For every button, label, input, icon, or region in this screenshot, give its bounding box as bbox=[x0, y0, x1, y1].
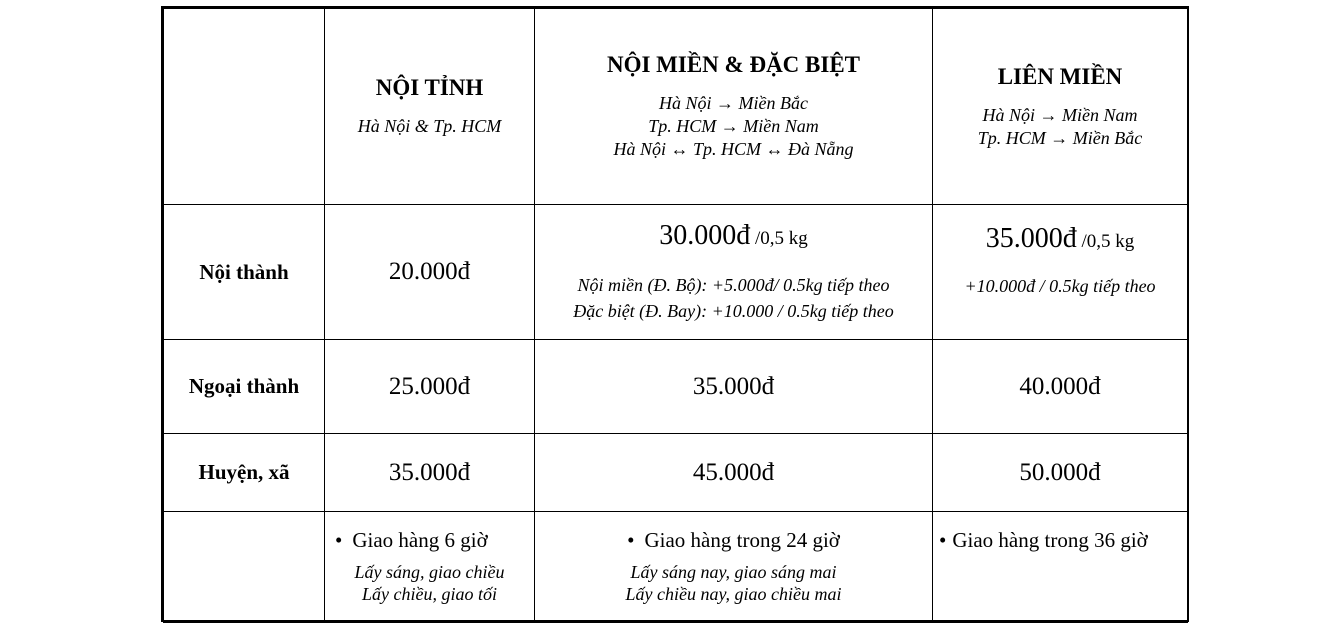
note-inner-interregional: +10.000đ / 0.5kg tiếp theo bbox=[964, 276, 1156, 296]
delivery-regional-main: Giao hàng trong 24 giờ bbox=[644, 528, 840, 552]
delivery-regional-note-1: Lấy sáng nay, giao sáng mai bbox=[630, 562, 837, 582]
col-subtitle-local-1: Hà Nội & Tp. HCM bbox=[357, 116, 502, 136]
cell-delivery-local bbox=[325, 512, 535, 623]
price-inner-local: 20.000đ bbox=[325, 205, 535, 340]
note-inner-regional-2: Đặc biệt (Đ. Bay): +10.000 / 0.5kg tiếp theo bbox=[573, 301, 894, 321]
col-subtitle-regional-3: Hà Nội ↔ Tp. HCM ↔ Đà Nẵng bbox=[613, 139, 854, 159]
shipping-rate-table bbox=[163, 8, 1188, 623]
unit-inner-regional: /0,5 kg bbox=[750, 228, 808, 249]
row-label-delivery bbox=[164, 512, 325, 623]
delivery-local-note-1: Lấy sáng, giao chiều bbox=[354, 562, 505, 582]
row-label-inner-city: Nội thành bbox=[164, 205, 325, 340]
price-inner-interregional: 35.000đ bbox=[985, 223, 1077, 254]
table-row-inner-city bbox=[164, 205, 1188, 340]
table-row-delivery-time bbox=[164, 512, 1188, 623]
col-title-local: NỘI TỈNH bbox=[375, 75, 484, 100]
corner-cell bbox=[164, 9, 325, 205]
col-title-interregional: LIÊN MIỀN bbox=[997, 63, 1123, 89]
price-outer-regional: 35.000đ bbox=[535, 340, 933, 434]
col-header-local bbox=[325, 9, 535, 205]
table-row-district bbox=[164, 434, 1188, 512]
bullet-icon: • bbox=[627, 528, 635, 552]
table-row-outer-city bbox=[164, 340, 1188, 434]
header-row bbox=[164, 9, 1188, 205]
col-subtitle-regional-1: Hà Nội → Miền Bắc bbox=[659, 93, 808, 113]
col-title-regional: NỘI MIỀN & ĐẶC BIỆT bbox=[606, 52, 861, 77]
delivery-local-main: Giao hàng 6 giờ bbox=[352, 528, 488, 552]
col-subtitle-interregional-2: Tp. HCM → Miền Bắc bbox=[977, 127, 1143, 148]
row-label-outer-city: Ngoại thành bbox=[164, 340, 325, 434]
col-header-interregional bbox=[933, 9, 1188, 205]
price-district-regional: 45.000đ bbox=[535, 434, 933, 512]
price-district-interregional: 50.000đ bbox=[933, 434, 1188, 512]
row-label-district: Huyện, xã bbox=[164, 434, 325, 512]
note-inner-regional-1: Nội miền (Đ. Bộ): +5.000đ/ 0.5kg tiếp theo bbox=[577, 275, 890, 295]
unit-inner-interregional: /0,5 kg bbox=[1076, 231, 1135, 252]
delivery-local-note-2: Lấy chiều, giao tối bbox=[362, 584, 497, 604]
delivery-regional-note-2: Lấy chiều nay, giao chiều mai bbox=[625, 584, 842, 604]
price-outer-interregional: 40.000đ bbox=[933, 340, 1188, 434]
shipping-rate-table-frame bbox=[161, 6, 1189, 622]
cell-delivery-interregional bbox=[933, 512, 1188, 623]
cell-inner-regional bbox=[535, 205, 933, 340]
col-header-regional bbox=[535, 9, 933, 205]
price-inner-regional: 30.000đ bbox=[659, 220, 751, 251]
col-subtitle-interregional-1: Hà Nội → Miền Nam bbox=[982, 104, 1138, 125]
cell-delivery-regional bbox=[535, 512, 933, 623]
delivery-interregional-main: Giao hàng trong 36 giờ bbox=[952, 528, 1148, 552]
cell-inner-interregional bbox=[933, 205, 1188, 340]
bullet-icon: • bbox=[335, 528, 343, 552]
bullet-icon: • bbox=[939, 528, 947, 552]
price-outer-local: 25.000đ bbox=[325, 340, 535, 434]
col-subtitle-regional-2: Tp. HCM → Miền Nam bbox=[648, 116, 819, 136]
price-district-local: 35.000đ bbox=[325, 434, 535, 512]
